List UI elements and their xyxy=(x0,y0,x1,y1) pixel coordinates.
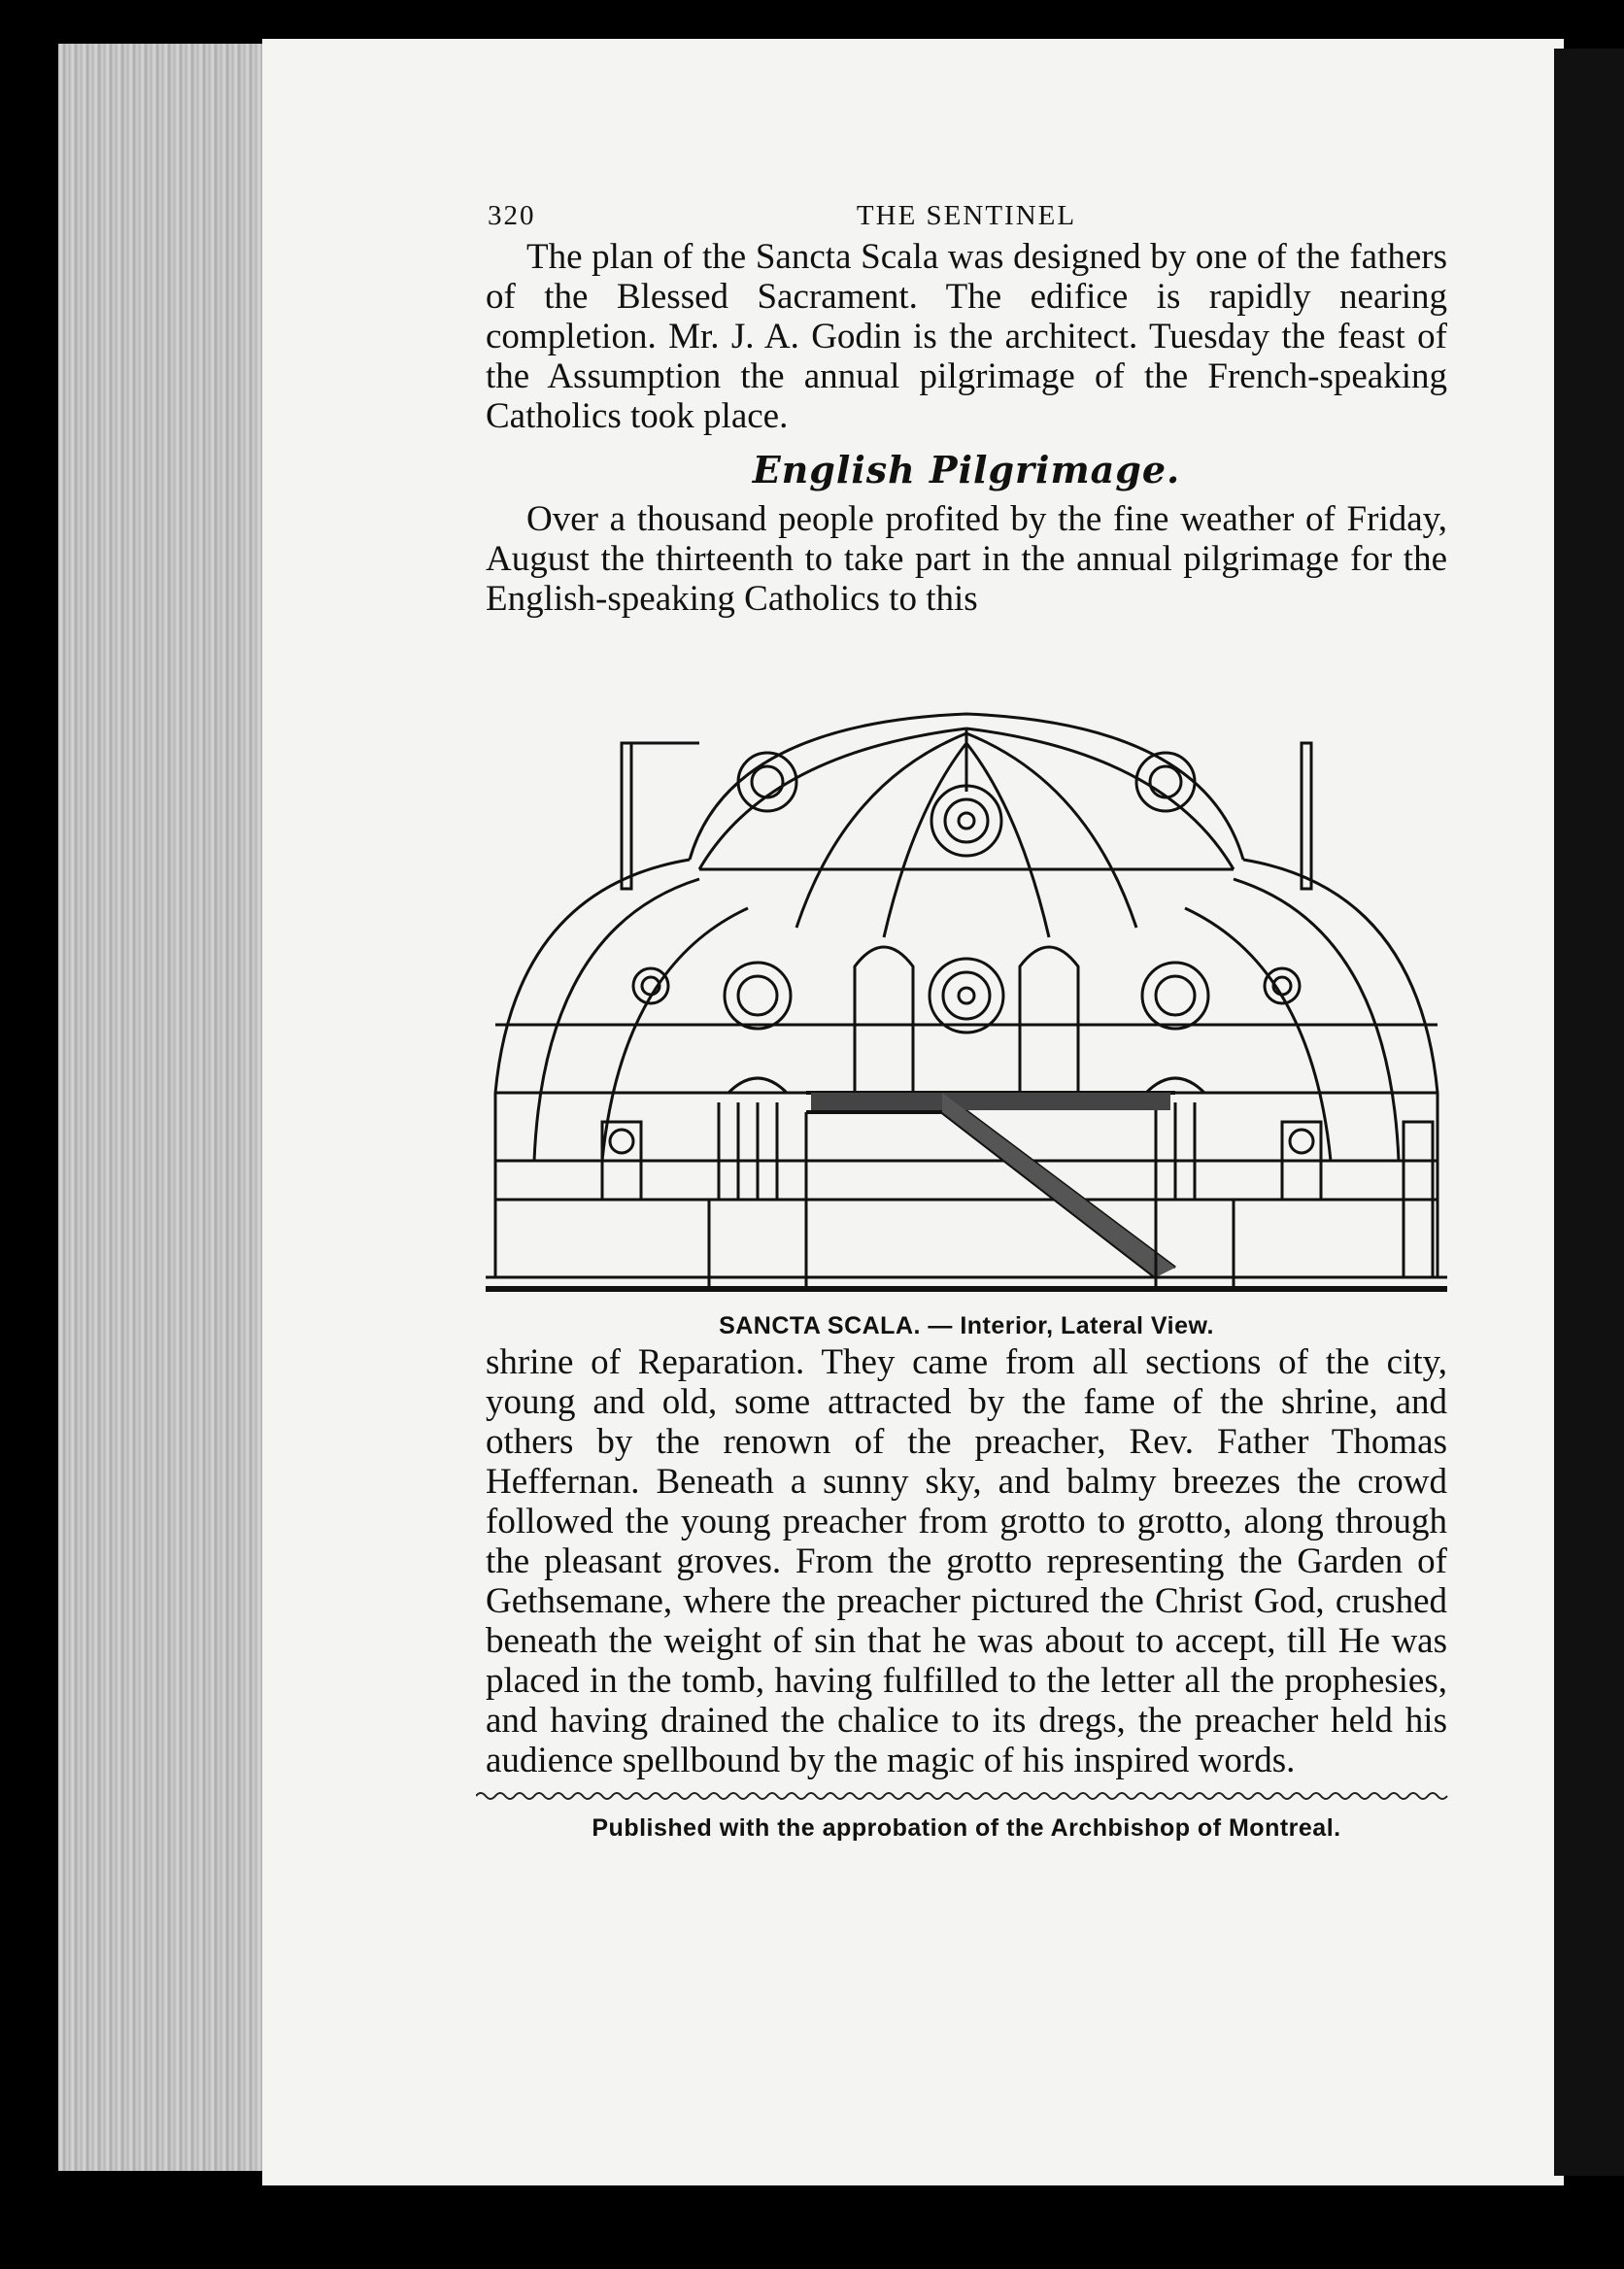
page-number: 320 xyxy=(488,200,536,231)
sancta-scala-illustration xyxy=(476,636,1457,1306)
figure-caption: SANCTA SCALA. — Interior, Lateral View. xyxy=(719,1312,1214,1339)
page-content xyxy=(476,194,1457,1843)
book-page-stack xyxy=(58,44,272,2171)
wavy-divider xyxy=(476,1788,1457,1804)
running-head xyxy=(476,194,1457,237)
sancta-scala-drawing xyxy=(476,636,1457,1306)
running-head-title: THE SENTINEL xyxy=(856,200,1077,231)
paragraph-sancta-scala-plan: The plan of the Sancta Scala was designed by one of the fathers of the Blessed Sacrament. The edifice is rapidly nearing completion. Mr. J. A. Godin is the architect. Tuesday the feast of the Assumption the annual pilgrimage of the French-speaking Catholics took place. xyxy=(486,237,1447,436)
page-gutter-shadow xyxy=(1554,49,1624,2176)
paragraph-pilgrimage-end: shrine of Reparation. They came from all sections of the city, young and old, some attracted by the fame of the shrine, and others by the renown of the preacher, Rev. Father Thomas Heffernan. Beneath a sunny sky, and balmy breezes the crowd followed the young preacher from grotto to grotto, along through the pleasant groves. From the grotto representing the Garden of Gethsemane, where the preacher pictured the Christ God, crushed beneath the weight of sin that he was about to accept, till He was placed in the tomb, having fulfilled to the letter all the prophesies, and having drained the chalice to its dregs, the preacher held his audience spellbound by the magic of his inspired words. xyxy=(486,1342,1447,1780)
section-heading: English Pilgrimage. xyxy=(752,448,1181,491)
paragraph-pilgrimage-start: Over a thousand people profited by the fine weather of Friday, August the thirteenth to take part in the annual pilgrimage for the English-speaking Catholics to this xyxy=(486,499,1447,619)
approbation-note: Published with the approbation of the Archbishop of Montreal. xyxy=(592,1814,1341,1842)
